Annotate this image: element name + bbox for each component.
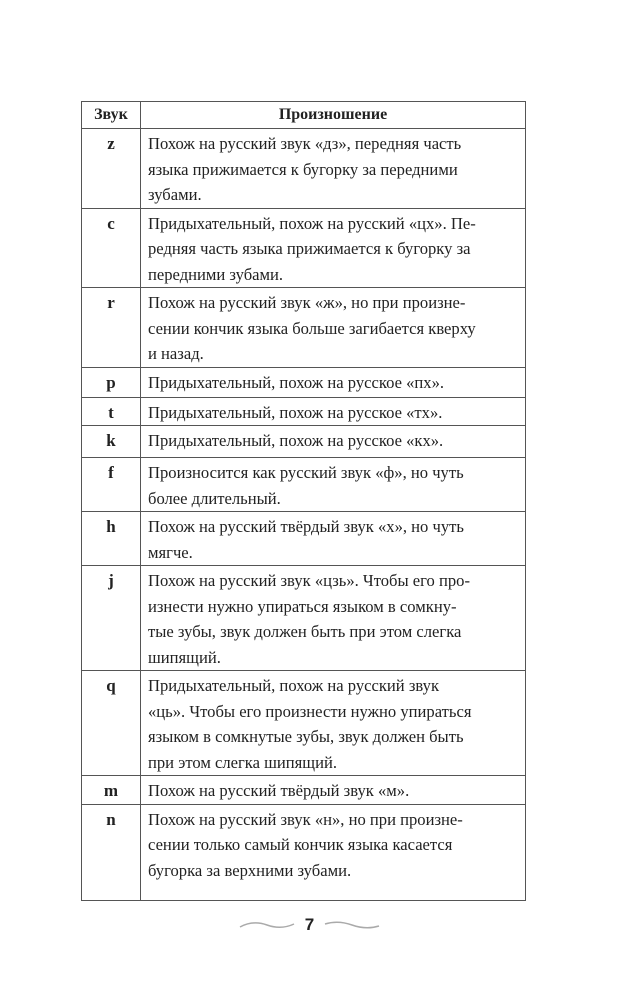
- sound-cell: p: [82, 367, 141, 397]
- sound-cell: z: [82, 129, 141, 209]
- pronunciation-line: Похож на русский звук «дз», передняя часть: [148, 134, 462, 153]
- pronunciation-line: шипящий.: [148, 647, 221, 667]
- pronunciation-cell: [141, 566, 526, 671]
- table-row: [82, 367, 526, 397]
- pronunciation-line: тые зубы, звук должен быть при этом слегка: [148, 622, 462, 641]
- table-row: [82, 288, 526, 368]
- sound-cell: k: [82, 426, 141, 458]
- pronunciation-cell: [141, 426, 526, 458]
- table-row: [82, 512, 526, 566]
- table-row: [82, 566, 526, 671]
- pronunciation-line: более длительный.: [148, 488, 281, 508]
- pronunciation-line: языка прижимается к бугорку за передними: [148, 159, 458, 179]
- pronunciation-cell: [141, 458, 526, 512]
- pronunciation-line: изнести нужно упираться языком в сомкну-: [148, 596, 457, 616]
- pronunciation-line: сении кончик языка больше загибается кверху: [148, 318, 476, 338]
- sound-cell: m: [82, 776, 141, 805]
- page-footer: [0, 915, 619, 935]
- wave-ornament-left-icon: [239, 920, 295, 930]
- table-row: [82, 426, 526, 458]
- pronunciation-line: при этом слегка шипящий.: [148, 752, 337, 772]
- pronunciation-line: Произносится как русский звук «ф», но чуть: [148, 463, 464, 482]
- pronunciation-line: Придыхательный, похож на русский «цх». Пе-: [148, 213, 476, 233]
- table-row: [82, 208, 526, 288]
- wave-ornament-right-icon: [324, 920, 380, 930]
- pronunciation-line: бугорка за верхними зубами.: [148, 860, 352, 880]
- table-row: [82, 458, 526, 512]
- pronunciation-line: передними зубами.: [148, 264, 284, 284]
- pronunciation-line: Придыхательный, похож на русское «тх».: [148, 402, 443, 422]
- pronunciation-line: мягче.: [148, 542, 193, 562]
- pronunciation-line: Похож на русский твёрдый звук «м».: [148, 781, 410, 800]
- header-sound: Звук: [82, 102, 141, 129]
- table-row: [82, 397, 526, 426]
- table-row: [82, 804, 526, 900]
- sound-cell: n: [82, 804, 141, 900]
- header-pronunciation: Произношение: [141, 102, 526, 129]
- table-row: [82, 776, 526, 805]
- table-row: [82, 129, 526, 209]
- sound-cell: r: [82, 288, 141, 368]
- pronunciation-table: [81, 101, 526, 901]
- pronunciation-line: Похож на русский звук «цзь». Чтобы его про-: [148, 571, 470, 590]
- pronunciation-line: Похож на русский твёрдый звук «х», но чуть: [148, 517, 464, 536]
- pronunciation-cell: [141, 671, 526, 776]
- pronunciation-cell: [141, 367, 526, 397]
- pronunciation-line: редняя часть языка прижимается к бугорку за: [148, 239, 471, 258]
- page-number: 7: [304, 915, 315, 934]
- pronunciation-cell: [141, 776, 526, 805]
- pronunciation-cell: [141, 288, 526, 368]
- pronunciation-line: языком в сомкнутые зубы, звук должен быть: [148, 727, 464, 746]
- sound-cell: t: [82, 397, 141, 426]
- pronunciation-cell: [141, 129, 526, 209]
- sound-cell: h: [82, 512, 141, 566]
- pronunciation-line: Похож на русский звук «н», но при произне-: [148, 809, 463, 829]
- sound-cell: c: [82, 208, 141, 288]
- pronunciation-cell: [141, 397, 526, 426]
- pronunciation-line: «ць». Чтобы его произнести нужно упираться: [148, 701, 472, 721]
- sound-cell: q: [82, 671, 141, 776]
- pronunciation-line: Придыхательный, похож на русское «пх».: [148, 372, 445, 392]
- table-row: [82, 671, 526, 776]
- pronunciation-cell: [141, 208, 526, 288]
- pronunciation-line: Придыхательный, похож на русское «кх».: [148, 431, 444, 450]
- pronunciation-line: Придыхательный, похож на русский звук: [148, 676, 440, 695]
- sound-cell: j: [82, 566, 141, 671]
- pronunciation-line: Похож на русский звук «ж», но при произне-: [148, 293, 466, 312]
- pronunciation-cell: [141, 804, 526, 900]
- pronunciation-line: и назад.: [148, 344, 204, 363]
- pronunciation-line: зубами.: [148, 185, 202, 204]
- pronunciation-line: сении только самый кончик языка касается: [148, 835, 453, 854]
- pronunciation-cell: [141, 512, 526, 566]
- sound-cell: f: [82, 458, 141, 512]
